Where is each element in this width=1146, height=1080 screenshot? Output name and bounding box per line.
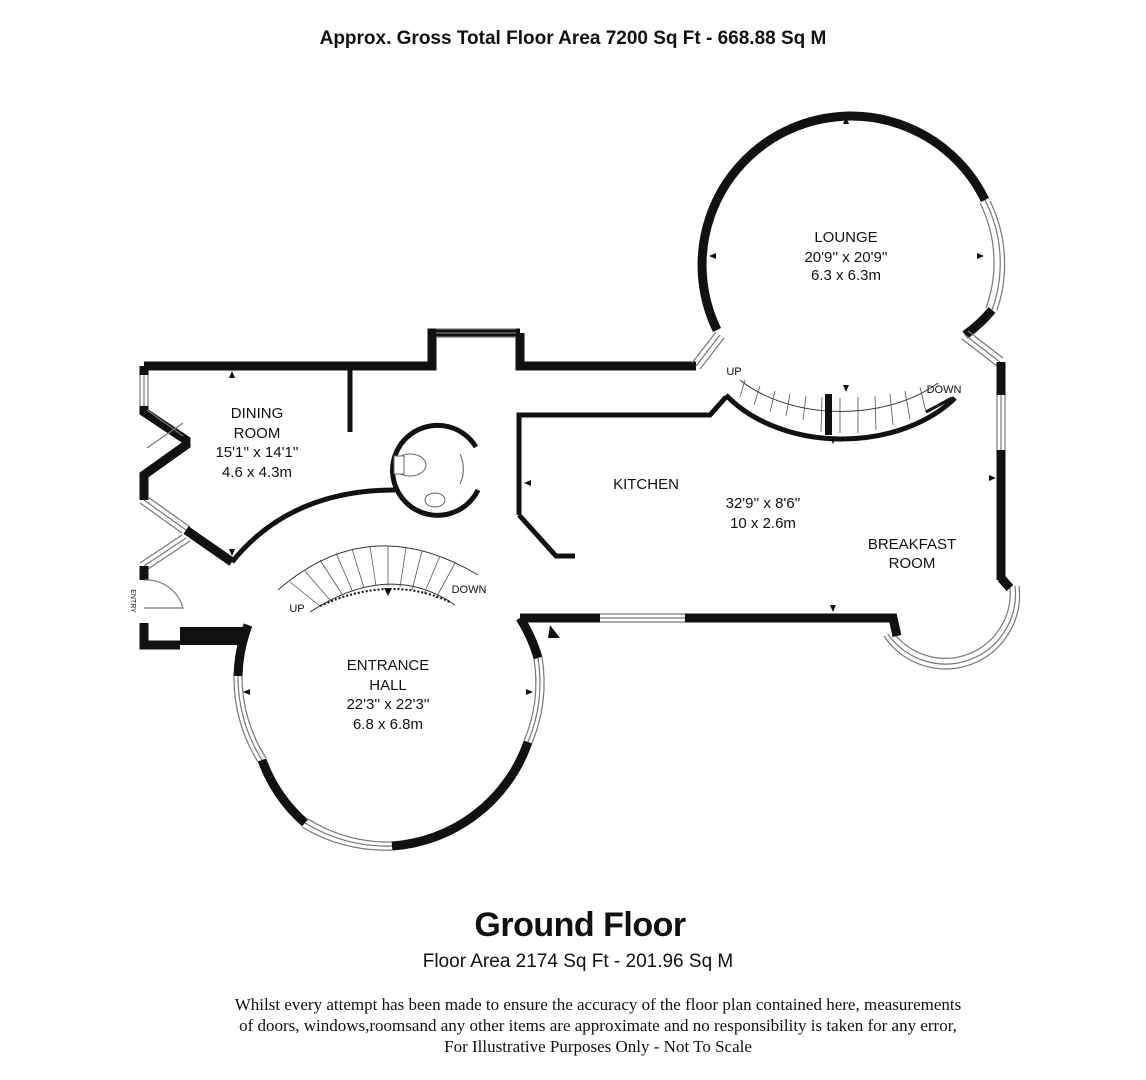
svg-text:ROOM: ROOM [888, 555, 936, 572]
svg-text:20'9'' x 20'9'': 20'9'' x 20'9'' [804, 249, 888, 266]
svg-text:LOUNGE: LOUNGE [814, 229, 878, 246]
hall-stairs [278, 546, 486, 615]
gross-area-title: Approx. Gross Total Floor Area 7200 Sq Ft - 668.88 Sq M [319, 28, 827, 49]
svg-text:DINING: DINING [230, 405, 284, 422]
svg-text:HALL: HALL [369, 677, 407, 694]
svg-text:BREAKFAST: BREAKFAST [867, 536, 957, 553]
disclaimer-line-3: For Illustrative Purposes Only - Not To Scale [444, 1037, 752, 1056]
lounge-stairs [726, 366, 961, 435]
wc [393, 425, 478, 515]
dining-walls [140, 329, 520, 569]
disclaimer [0, 994, 1146, 1057]
svg-text:4.6 x 4.3m: 4.6 x 4.3m [221, 464, 293, 481]
svg-text:10 x 2.6m: 10 x 2.6m [730, 515, 796, 532]
entry-label: ENTRY [129, 589, 136, 613]
svg-text:ROOM: ROOM [233, 425, 281, 442]
dining-label [215, 405, 298, 481]
svg-text:15'1'' x 14'1'': 15'1'' x 14'1'' [215, 444, 299, 461]
lounge-stairs-up-label: UP [726, 366, 742, 378]
lounge-label [804, 229, 887, 284]
breakfast-label [868, 536, 956, 572]
entrance-label [346, 657, 429, 733]
svg-text:ENTRANCE: ENTRANCE [346, 657, 430, 674]
hall-stairs-down-label: DOWN [451, 584, 487, 596]
floor-title: Ground Floor [474, 906, 686, 944]
kitchen-label [613, 476, 800, 532]
svg-text:32'9'' x 8'6'': 32'9'' x 8'6'' [725, 495, 801, 512]
disclaimer-line-1: Whilst every attempt has been made to ensure the accuracy of the floor plan contained here, measurements [234, 995, 962, 1014]
svg-text:KITCHEN: KITCHEN [613, 476, 679, 493]
disclaimer-line-2: of doors, windows,roomsand any other items are approximate and no responsibility is taken for any error, [239, 1016, 957, 1035]
hall-stairs-up-label: UP [289, 603, 305, 615]
dimension-markers [229, 117, 996, 695]
svg-text:6.8 x 6.8m: 6.8 x 6.8m [352, 716, 424, 733]
floor-area: Floor Area 2174 Sq Ft - 201.96 Sq M [422, 951, 734, 972]
lounge-stairs-down-label: DOWN [926, 384, 962, 396]
svg-text:22'3'' x 22'3'': 22'3'' x 22'3'' [346, 696, 430, 713]
svg-text:6.3 x 6.3m: 6.3 x 6.3m [810, 267, 882, 284]
